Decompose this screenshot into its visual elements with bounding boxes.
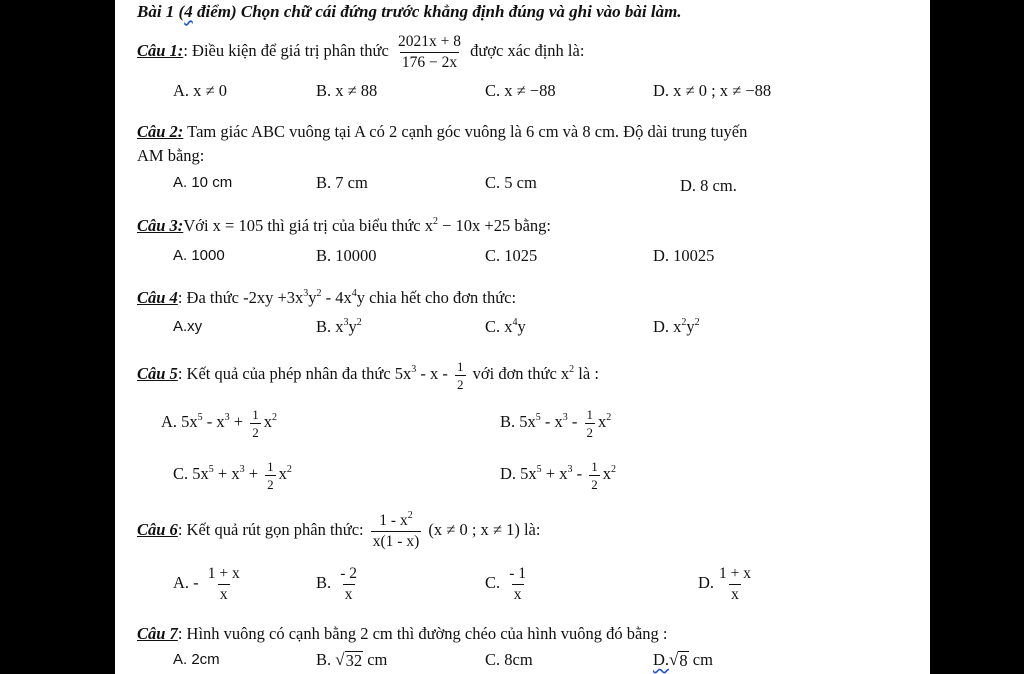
q7-option-a: A. 2cm [173,651,220,668]
q2-option-d: D. 8 cm. [680,176,737,195]
q4-option-b: B. $x^3y^2$ [316,317,362,336]
q6-option-b: B. $\frac{- 2}{x}$ [316,565,358,603]
question-5: Câu 5: Kết quả của phép nhân đa thức $5x^3$ - x - $\frac{1}{2}$ với đơn thức $x^2$ là : [137,358,599,392]
q4-option-c: C. $x^4y$ [485,317,526,336]
question-3: Câu 3:Với x = 105 thì giá trị của biểu thức $x^2 - 10x +25$ bằng: [137,216,552,235]
q4-option-a: A.xy [173,318,203,335]
question-4: Câu 4: Đa thức $-2xy +3x^3y^2 - 4x^4y$ chia hết cho đơn thức: [137,288,517,307]
q3-option-a: A. 1000 [173,247,225,264]
q1-fraction: $\frac{2021x + 8}{176 - 2x}$ [397,33,461,71]
exercise-title: Bài 1 (4 điểm) Chọn chữ cái đứng trước khẳng định đúng và ghi vào bài làm. [137,2,682,21]
sqrt-symbol: √ 8 [669,650,688,670]
question-6: Câu 6: Kết quả rút gọn phân thức: $\frac{1 - x^2}{x(1 - x)}$ (x ≠ 0 ; x ≠ 1) là: [137,510,541,550]
q2-option-b: B. 7 cm [316,173,368,192]
q7-option-d: D. √ 8 cm [653,650,713,670]
right-black-margin [930,0,1024,674]
q5-option-d: D. $5x^5 + x^3$ - $\frac{1}{2}$ $x^2$ [500,458,616,492]
question-1: Câu 1:: Điều kiện để giá trị phân thức $\frac{2021x + 8}{176 - 2x}$ được xác định là: [137,33,585,71]
q3-option-b: B. 10000 [316,246,377,265]
sqrt-symbol: √ 32 [335,650,363,670]
q1-option-b: B. x ≠ 88 [316,81,378,100]
q3-option-d: D. 10025 [653,246,715,265]
question-2-cont: AM bằng: [137,146,205,165]
question-7: Câu 7: Hình vuông có cạnh bằng 2 cm thì đường chéo của hình vuông đó bằng : [137,624,668,643]
q5-option-a: A. $5x^5 - x^3$ + $\frac{1}{2}$ $x^2$ [161,406,277,440]
q7-option-c: C. 8cm [485,650,533,669]
q1-option-d: D. x ≠ 0 ; x ≠ −88 [653,81,772,100]
question-2: Câu 2: Tam giác ABC vuông tại A có 2 cạnh góc vuông là 6 cm và 8 cm. Độ dài trung tuyến [137,122,748,141]
q5-option-c: C. $5x^5 + x^3$ + $\frac{1}{2}$ $x^2$ [173,458,292,492]
q4-option-d: D. $x^2y^2$ [653,317,700,336]
q6-option-a: A. - $\frac{1 + x}{x}$ [173,565,240,603]
q1-option-c: C. x ≠ −88 [485,81,556,100]
worksheet-page [115,0,930,674]
q6-option-c: C. $\frac{- 1}{x}$ [485,565,527,603]
q5-option-b: B. $5x^5 - x^3$ - $\frac{1}{2}$ $x^2$ [500,406,612,440]
q6-option-d: D. $\frac{1 + x}{x}$ [698,565,752,603]
q7-option-b: B. √ 32 cm [316,650,388,670]
q3-option-c: C. 1025 [485,246,538,265]
q2-option-a: A. 10 cm [173,174,233,191]
q1-option-a: A. x ≠ 0 [173,81,227,100]
q5-fraction: $\frac{1}{2}$ [457,358,464,392]
q6-fraction: $\frac{1 - x^2}{x(1 - x)}$ [372,510,420,550]
q2-option-c: C. 5 cm [485,173,537,192]
